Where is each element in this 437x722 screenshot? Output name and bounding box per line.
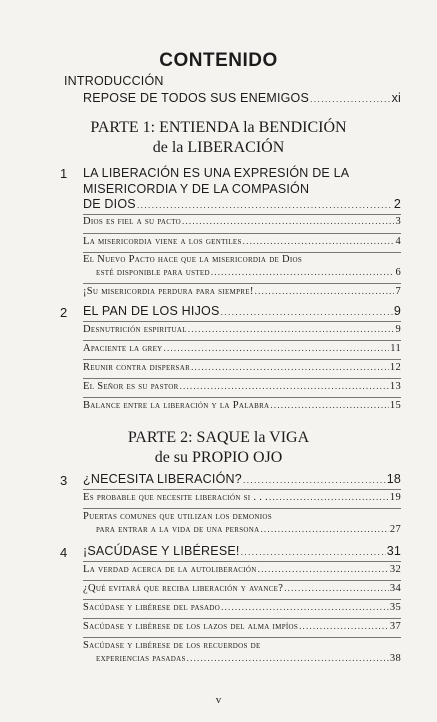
toc-subentry-text: La misericordia viene a los gentiles bbox=[83, 236, 242, 247]
part-heading-1 bbox=[0, 118, 437, 158]
part-heading-line: PARTE 2: SAQUE la VIGA bbox=[127, 429, 310, 446]
toc-subentry-text: Es probable que necesite liberación si . . . bbox=[83, 492, 268, 503]
toc-subentry[interactable] bbox=[83, 602, 401, 613]
toc-subentry-line: El Nuevo Pacto hace que la misericordia de Dios bbox=[83, 254, 303, 265]
toc-page-number: 13 bbox=[389, 381, 401, 392]
toc-subentry[interactable] bbox=[96, 524, 401, 535]
toc-page-number: 34 bbox=[389, 583, 401, 594]
toc-subentry[interactable] bbox=[83, 583, 401, 594]
toc-entry-text: EL PAN DE LOS HIJOS bbox=[83, 304, 220, 318]
toc-page-number: 27 bbox=[389, 524, 401, 535]
divider bbox=[83, 378, 401, 379]
dot-leader bbox=[284, 583, 389, 593]
toc-page-number: 2 bbox=[393, 197, 401, 211]
toc-subentry-text: Dios es fiel a su pacto bbox=[83, 216, 182, 227]
page-folio: v bbox=[215, 694, 222, 706]
toc-subentry[interactable] bbox=[83, 236, 401, 247]
toc-subentry[interactable] bbox=[83, 492, 401, 503]
page-title: CONTENIDO bbox=[159, 50, 278, 71]
part-heading-2 bbox=[0, 428, 437, 468]
toc-subentry[interactable] bbox=[83, 400, 401, 411]
toc-subentry-text: para entrar a la vida de una persona bbox=[96, 524, 260, 535]
divider bbox=[83, 283, 401, 284]
toc-subentry[interactable] bbox=[83, 381, 401, 392]
toc-entry-text: DE DIOS bbox=[83, 197, 136, 211]
toc-page-number: 4 bbox=[395, 236, 401, 247]
divider bbox=[83, 637, 401, 638]
chapter-title-line: LA LIBERACIÓN ES UNA EXPRESIÓN DE LA bbox=[83, 166, 350, 180]
dot-leader bbox=[243, 236, 395, 246]
dot-leader bbox=[299, 621, 389, 631]
dot-leader bbox=[211, 267, 395, 277]
divider bbox=[83, 580, 401, 581]
toc-page-number: 7 bbox=[395, 286, 401, 297]
toc-page-number: 19 bbox=[389, 492, 401, 503]
divider bbox=[83, 508, 401, 509]
divider bbox=[83, 618, 401, 619]
toc-page-number: 9 bbox=[393, 304, 401, 318]
divider bbox=[83, 599, 401, 600]
dot-leader bbox=[187, 653, 389, 663]
toc-page-number: 31 bbox=[386, 544, 401, 558]
toc-subentry-text: Apaciente la grey bbox=[83, 343, 163, 354]
chapter-title bbox=[83, 165, 349, 197]
toc-page-number: 12 bbox=[389, 362, 401, 373]
toc-subentry[interactable] bbox=[83, 343, 401, 354]
toc-subentry[interactable] bbox=[83, 621, 401, 632]
chapter-number: 3 bbox=[60, 473, 68, 488]
chapter-number: 4 bbox=[60, 545, 68, 560]
toc-subentry[interactable] bbox=[96, 653, 401, 664]
toc-subentry[interactable] bbox=[83, 362, 401, 373]
toc-subentry-text: La verdad acerca de la autoliberación bbox=[83, 564, 257, 575]
toc-subentry[interactable] bbox=[83, 216, 401, 227]
toc-entry-chapter-1[interactable] bbox=[83, 197, 401, 211]
dot-leader bbox=[255, 286, 395, 296]
dot-leader bbox=[243, 475, 386, 485]
divider bbox=[83, 397, 401, 398]
toc-subentry[interactable] bbox=[83, 324, 401, 335]
toc-entry-chapter-2[interactable] bbox=[83, 304, 401, 318]
part-heading-line: PARTE 1: ENTIENDA la BENDICIÓN bbox=[90, 119, 347, 136]
toc-page-number: 15 bbox=[389, 400, 401, 411]
toc-page-number: 18 bbox=[386, 472, 401, 486]
toc-page-number: xi bbox=[391, 91, 401, 105]
toc-entry-chapter-3[interactable] bbox=[83, 472, 401, 486]
dot-leader bbox=[260, 524, 388, 534]
divider bbox=[83, 561, 401, 562]
toc-subentry-text: Reunir contra dispersar bbox=[83, 362, 191, 373]
divider bbox=[83, 321, 401, 322]
toc-subentry-line: Puertas comunes que utilizan los demonios bbox=[83, 511, 272, 522]
toc-page-number: 6 bbox=[395, 267, 401, 278]
dot-leader bbox=[258, 564, 389, 574]
toc-entry-text: REPOSE DE TODOS SUS ENEMIGOS bbox=[83, 91, 310, 105]
dot-leader bbox=[220, 307, 392, 317]
dot-leader bbox=[270, 400, 388, 410]
chapter-number: 1 bbox=[60, 166, 68, 181]
toc-page-number: 35 bbox=[389, 602, 401, 613]
divider bbox=[83, 359, 401, 360]
divider bbox=[83, 233, 401, 234]
dot-leader bbox=[137, 200, 393, 210]
toc-page-number: 37 bbox=[389, 621, 401, 632]
dot-leader bbox=[182, 216, 394, 226]
toc-subentry[interactable] bbox=[96, 267, 401, 278]
dot-leader bbox=[191, 362, 389, 372]
dot-leader bbox=[310, 94, 391, 104]
dot-leader bbox=[164, 343, 390, 353]
chapter-title-line: MISERICORDIA Y DE LA COMPASIÓN bbox=[83, 182, 310, 196]
divider bbox=[83, 252, 401, 253]
toc-page-number: 38 bbox=[389, 653, 401, 664]
toc-subentry[interactable] bbox=[83, 286, 401, 297]
toc-subentry[interactable] bbox=[83, 564, 401, 575]
toc-entry-text: ¡SACÚDASE Y LIBÉRESE! bbox=[83, 544, 240, 558]
dot-leader bbox=[241, 547, 386, 557]
divider bbox=[83, 214, 401, 215]
toc-subentry-text: ¡Su misericordia perdura para siempre! bbox=[83, 286, 254, 297]
part-heading-line: de su PROPIO OJO bbox=[154, 449, 283, 466]
dot-leader bbox=[221, 602, 389, 612]
part-heading-line: de la LIBERACIÓN bbox=[152, 139, 285, 156]
toc-subentry-text: ¿Qué evitará que reciba liberación y avance? bbox=[83, 583, 284, 594]
toc-page-number: 11 bbox=[390, 343, 401, 354]
toc-subentry-text: Desnutrición espiritual bbox=[83, 324, 187, 335]
toc-entry-intro[interactable] bbox=[83, 91, 401, 105]
toc-page-number: 3 bbox=[395, 216, 401, 227]
toc-subentry-line: Sacúdase y libérese de los recuerdos de bbox=[83, 640, 261, 651]
toc-subentry-text: Sacúdase y libérese de los lazos del alma impíos bbox=[83, 621, 299, 632]
toc-page-number: 32 bbox=[389, 564, 401, 575]
toc-subentry-text: Balance entre la liberación y la Palabra bbox=[83, 400, 270, 411]
dot-leader bbox=[269, 492, 389, 502]
toc-entry-chapter-4[interactable] bbox=[83, 544, 401, 558]
toc-entry-text: ¿NECESITA LIBERACIÓN? bbox=[83, 472, 242, 486]
divider bbox=[83, 489, 401, 490]
intro-label: INTRODUCCIÓN bbox=[64, 74, 164, 88]
toc-subentry-text: Sacúdase y libérese del pasado bbox=[83, 602, 221, 613]
toc-page-number: 9 bbox=[395, 324, 401, 335]
divider bbox=[83, 340, 401, 341]
dot-leader bbox=[180, 381, 389, 391]
toc-subentry-text: esté disponible para usted bbox=[96, 267, 210, 278]
toc-subentry-text: experiencias pasadas bbox=[96, 653, 186, 664]
chapter-number: 2 bbox=[60, 305, 68, 320]
toc-subentry-text: El Señor es su pastor bbox=[83, 381, 179, 392]
dot-leader bbox=[188, 324, 395, 334]
